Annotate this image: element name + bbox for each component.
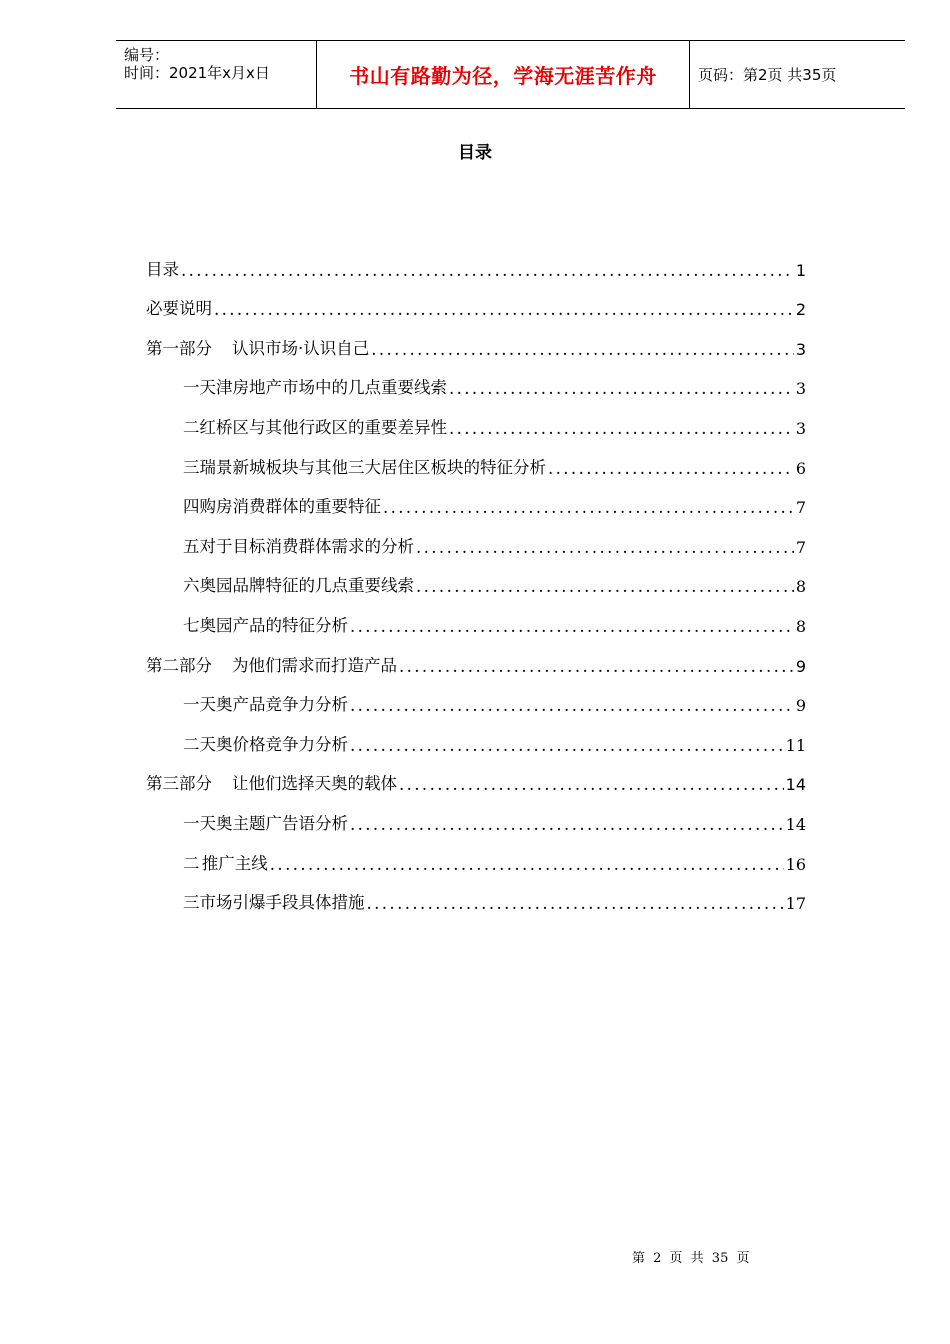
toc-entry-section[interactable]: [146, 438, 806, 478]
document-title: 目录: [458, 143, 492, 163]
toc-page-number: 3: [795, 339, 806, 359]
page-footer: 第 2 页 共 35 页: [632, 1251, 750, 1266]
toc-entry-part[interactable]: [146, 636, 806, 676]
toc-entry-text: 目录: [146, 259, 179, 279]
toc-entry-text: 奥园品牌特征的几点重要线索: [199, 576, 414, 596]
toc-leader: [181, 261, 794, 280]
toc-entry-text: 市场引爆手段具体措施: [199, 893, 365, 913]
toc-leader: [367, 894, 784, 913]
toc-leader: [399, 657, 794, 676]
toc-entry-text: 认识市场·认识自己: [232, 338, 370, 358]
toc-leader: [270, 855, 784, 874]
toc-section-number: 二: [183, 853, 200, 873]
toc-entry-section[interactable]: [146, 517, 806, 557]
toc-entry-section[interactable]: [146, 715, 806, 755]
toc-leader: [449, 379, 794, 398]
toc-entry-text: 瑞景新城板块与其他三大居住区板块的特征分析: [199, 457, 546, 477]
toc-section-number: 五: [183, 536, 200, 556]
motto-text: 书山有路勤为径，学海无涯苦作舟: [349, 64, 657, 88]
toc-entry[interactable]: [146, 280, 806, 320]
toc-page-number: 17: [785, 894, 806, 914]
toc-entry-text: 为他们需求而打造产品: [232, 655, 397, 675]
toc-page-number: 9: [795, 656, 806, 676]
toc-section-number: 一: [183, 378, 200, 398]
toc-leader: [416, 538, 794, 557]
toc-leader: [350, 736, 784, 755]
toc-entry-section[interactable]: [146, 478, 806, 518]
toc-page-number: 7: [795, 537, 806, 557]
toc-leader: [214, 300, 794, 319]
toc-page-number: 14: [785, 775, 806, 795]
toc-leader: [350, 815, 784, 834]
toc-leader: [399, 775, 784, 794]
toc-entry-text: 天奥主题广告语分析: [199, 813, 348, 833]
toc-entry-text: 必要说明: [146, 299, 212, 319]
toc-entry-section[interactable]: [146, 596, 806, 636]
header-motto-cell: [316, 41, 690, 108]
toc-entry-text: 奥园产品的特征分析: [199, 615, 348, 635]
table-of-contents: [146, 240, 806, 913]
toc-leader: [416, 577, 794, 596]
toc-section-number: 一: [183, 813, 200, 833]
toc-part-label: 第二部分: [146, 655, 212, 675]
toc-entry-part[interactable]: [146, 755, 806, 795]
toc-leader: [548, 459, 794, 478]
toc-leader: [350, 617, 794, 636]
toc-entry-section[interactable]: [146, 834, 806, 874]
toc-section-number: 二: [183, 734, 200, 754]
toc-entry-text: 天津房地产市场中的几点重要线索: [199, 378, 447, 398]
toc-page-number: 14: [785, 814, 806, 834]
toc-entry-text: 红桥区与其他行政区的重要差异性: [199, 417, 447, 437]
toc-section-number: 三: [183, 893, 200, 913]
toc-section-number: 七: [183, 615, 200, 635]
time-label: 时间：2021年x月x日: [124, 64, 270, 82]
toc-page-number: 7: [795, 498, 806, 518]
toc-entry-text: 对于目标消费群体需求的分析: [199, 536, 414, 556]
toc-page-number: 16: [785, 854, 806, 874]
toc-leader: [350, 696, 794, 715]
toc-entry-section[interactable]: [146, 676, 806, 716]
toc-entry-section[interactable]: [146, 557, 806, 597]
toc-entry-section[interactable]: [146, 874, 806, 914]
toc-section-number: 二: [183, 417, 200, 437]
toc-leader: [371, 340, 794, 359]
toc-entry-text: 天奥产品竞争力分析: [199, 695, 348, 715]
toc-entry-section[interactable]: [146, 398, 806, 438]
toc-section-number: 三: [183, 457, 200, 477]
toc-leader: [449, 419, 794, 438]
toc-section-number: 四: [183, 497, 200, 517]
toc-page-number: 8: [795, 616, 806, 636]
toc-entry-section[interactable]: [146, 359, 806, 399]
toc-entry-part[interactable]: [146, 319, 806, 359]
toc-entry-section[interactable]: [146, 794, 806, 834]
toc-page-number: 3: [795, 418, 806, 438]
toc-entry-text: 购房消费群体的重要特征: [199, 497, 381, 517]
page-info-text: 页码：第2页 共35页: [698, 66, 837, 84]
toc-leader: [383, 498, 794, 517]
header-page-info: [690, 41, 905, 108]
toc-section-number: 六: [183, 576, 200, 596]
toc-page-number: 6: [795, 458, 806, 478]
toc-section-number: 一: [183, 695, 200, 715]
toc-page-number: 8: [795, 577, 806, 597]
toc-part-label: 第三部分: [146, 774, 212, 794]
toc-entry-text: 天奥价格竞争力分析: [199, 734, 348, 754]
toc-page-number: 1: [795, 260, 806, 280]
toc-page-number: 9: [795, 696, 806, 716]
toc-entry-text: 让他们选择天奥的载体: [232, 774, 397, 794]
toc-entry[interactable]: [146, 240, 806, 280]
toc-page-number: 11: [785, 735, 806, 755]
toc-part-label: 第一部分: [146, 338, 212, 358]
toc-page-number: 2: [795, 300, 806, 320]
page-header: [116, 40, 905, 109]
toc-entry-text: 推广主线: [201, 853, 268, 873]
header-meta: [116, 41, 316, 108]
toc-page-number: 3: [795, 379, 806, 399]
number-label: 编号：: [124, 46, 170, 64]
